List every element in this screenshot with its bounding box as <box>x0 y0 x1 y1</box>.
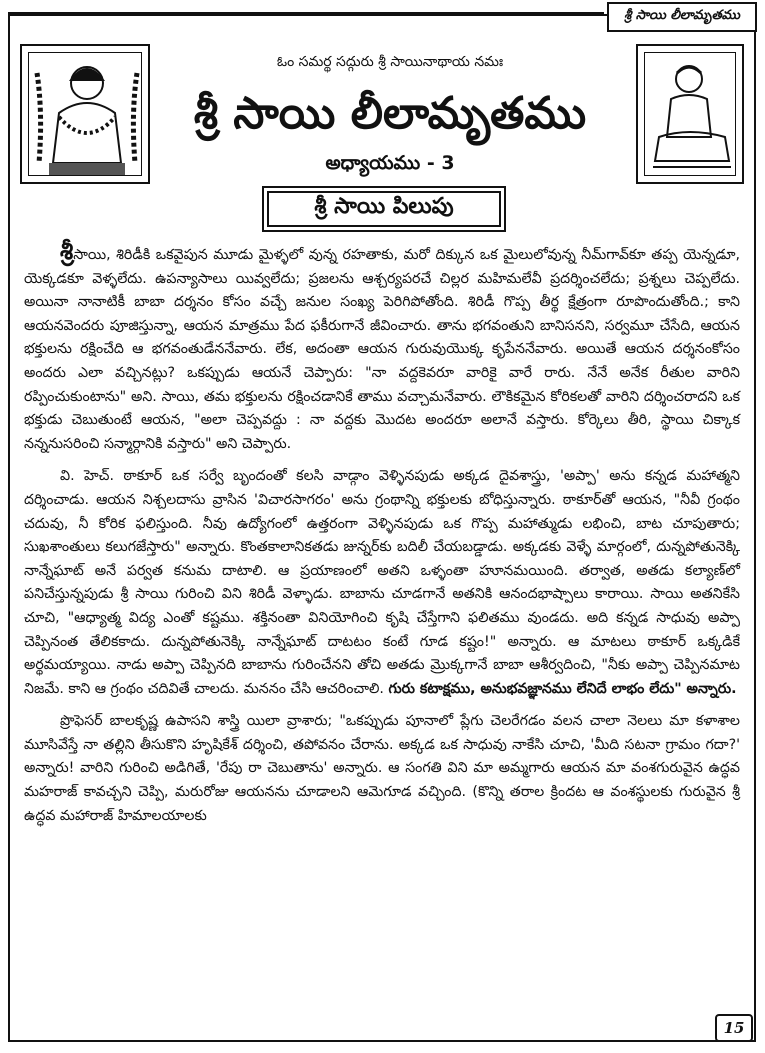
sai-baba-illustration <box>29 53 142 176</box>
paragraph-2-bold-text: గురు కటాక్షము, అనుభవజ్ఞానము లేనిదే లాభం లేదు" అన్నారు. <box>388 680 737 697</box>
devotee-illustration <box>645 53 736 176</box>
body-text <box>24 237 740 837</box>
paragraph-2-text: వి. హెచ్. ఠాకూర్ ఒక సర్వే బృందంతో కలసి వాడ్గాం వెళ్ళినపుడు అక్కడ దైవశాస్త్రు, 'అప్పా' అను కన్నడ మహాత్మని దర్శించాడు. ఆయన నిశ్చలదాసు వ్రాసిన 'విచారసాగరం' అను గ్రంథాన్ని భక్తులకు బోధిస్తున్నారు. ఠాకూర్‌తో ఆయన, "నీవీ గ్రంథం చదువు, నీ కోరిక ఫలిస్తుంది. నీవు ఉద్యోగంలో ఉత్తరంగా వెళ్ళినపుడు ఒక గొప్ప మహాత్ముడు లభించి, బాట చూపుతారు; సుఖశాంతులు కలుగజేస్తారు" అన్నారు. కొంతకాలానికతడు జున్నర్‌కు బదిలీ చేయబడ్డాడు. అక్కడకు వెళ్ళే మార్గంలో, దున్నపోతునెక్కి నాన్నేఘాట్ అనే పర్వత కనుమ దాటాలి. ఆ ప్రయాణంలో అతని ఒళ్ళంతా హూనమయింది. తర్వాత, అతడు కల్యాణ్‌లో పనిచేస్తున్నపుడు శ్రీ సాయి గురించి విని శిరిడీ వెళ్ళాడు. బాబాను చూడగానే అతనికి ఆనందభాష్పాలు కారాయి. సాయి అతనికేసి చూచి, "ఆధ్యాత్మ విద్య ఎంతో కష్టము. శక్తినంతా వినియోగించి కృషి చేస్తేగాని ఫలితము వుండదు. అది కన్నడ సాధువు అప్పా చెప్పినంత తేలికకాదు. దున్నపోతునెక్కి నాన్నేఘాట్ దాటటం కంటే గూడ కష్టం!" అన్నారు. ఆ మాటలు ఠాకూర్ ఒక్కడికే అర్థమయ్యాయి. నాడు అప్పా చెప్పినది బాబాను గురించేనని తోచి అతడు మ్రొక్కగానే బాబా ఆశీర్వదించి, "నీకు అప్పా చెప్పినమాట నిజమే. కాని ఆ గ్రంథం చదివితే చాలదు. మననం చేసి ఆచరించాలి. <box>24 468 740 697</box>
invocation-line: ఓం సమర్థ సద్గురు శ్రీ సాయినాథాయ నమః <box>276 54 504 70</box>
chapter-label: అధ్యాయము - 3 <box>325 152 455 174</box>
paragraph-3-text: ప్రొఫెసర్ బాలకృష్ణ ఉపాసని శాస్త్రి యిలా వ్రాశారు; "ఒకప్పుడు పూనాలో ప్లేగు చెలరేగడం వలన చాలా నెలలు మా కళాశాల మూసివేస్తే నా తల్లిని తీసుకొని హృషికేశ్ దర్శించి, తపోవనం చేరాను. అక్కడ ఒక సాధువు నాకేసి చూచి, 'మీది సటనా గ్రామం గదా?' అన్నారు! వారిని గురించి అడిగితే, 'రేపు రా చెబుతాను' అన్నారు. ఆ సంగతి విని మా అమ్మగారు ఆయన మా వంశగురువైన ఉద్ధవ మహరాజ్ కావచ్చని చెప్పి, మరురోజు ఆయనను చూడాలని ఆమెగూడ వచ్చింది. (కొన్ని తరాల క్రిందట ఆ వంశస్థులకు గురువైన శ్రీ ఉద్ధవ మహారాజ్ హిమాలయాలకు <box>24 713 740 824</box>
page-number: 15 <box>715 1014 753 1042</box>
paragraph-1 <box>24 237 740 456</box>
running-title: శ్రీ సాయి లీలామృతము <box>607 2 757 32</box>
drop-cap: శ్రీ <box>60 237 74 265</box>
sai-baba-portrait <box>20 44 150 184</box>
page-title: శ్రీ సాయి లీలామృతము <box>193 88 587 139</box>
devotee-portrait <box>636 44 744 184</box>
paragraph-1-text: సాయి, శిరిడీకి ఒకవైపున మూడు మైళ్ళలో వున్న రహతాకు, మరో దిక్కున ఒక మైలులోవున్న నీమ్‌గావ్‌కూ తప్ప యెన్నడూ, యెక్కడకూ వెళ్ళలేదు. ఉపన్యాసాలు యివ్వలేదు; ప్రజలను ఆశ్చర్యపరచే చిల్లర మహిమలేవీ ప్రదర్శించలేదు; ప్రశ్నలు చెప్పలేదు. అయినా నానాటికీ బాబా దర్శనం కోసం వచ్చే జనుల సంఖ్య పెరిగిపోతోంది. శిరిడీ గొప్ప తీర్థ క్షేత్రంగా రూపొందుతోంది.; కాని ఆయనవెందరు పూజిస్తున్నా, ఆయన మాత్రము పేద ఫకీరుగానే జీవించారు. తాను భగవంతుని బానిసనని, సర్వమూ చేసేది, ఆయన భక్తులను రక్షించేది ఆ భగవంతుడేననేవారు. లేక, అదంతా ఆయన గురువుయొక్క కృపేననేవారు. అయితే ఆయన దర్శనంకోసం అందరు ఎలా వచ్చినట్లు? ఒకప్పుడు ఆయనే చెప్పారు: "నా వద్దకెవరూ వారికై వారే రారు. నేనే అనేక రీతుల వారిని రప్పించుకుంటాను" అని. సాయి, తమ భక్తులను రక్షించడానికే తాము వచ్చామనేవారు. లౌకికమైన కోరికలతో వారిని దర్శించరాదని ఒక భక్తుడు చెబుతుంటే ఆయన, "అలా చెప్పవద్దు : నా వద్దకు మొదట అందరూ అలానే వస్తారు. కోర్కెలు తీరి, స్థాయి చిక్కాక నన్ననుసరించి సన్మార్గానికి వస్తారు" అని చెప్పారు. <box>24 247 740 452</box>
paragraph-3 <box>24 710 740 828</box>
paragraph-2 <box>24 465 740 701</box>
section-banner <box>262 186 506 232</box>
section-title: శ్రీ సాయి పిలుపు <box>267 191 501 227</box>
